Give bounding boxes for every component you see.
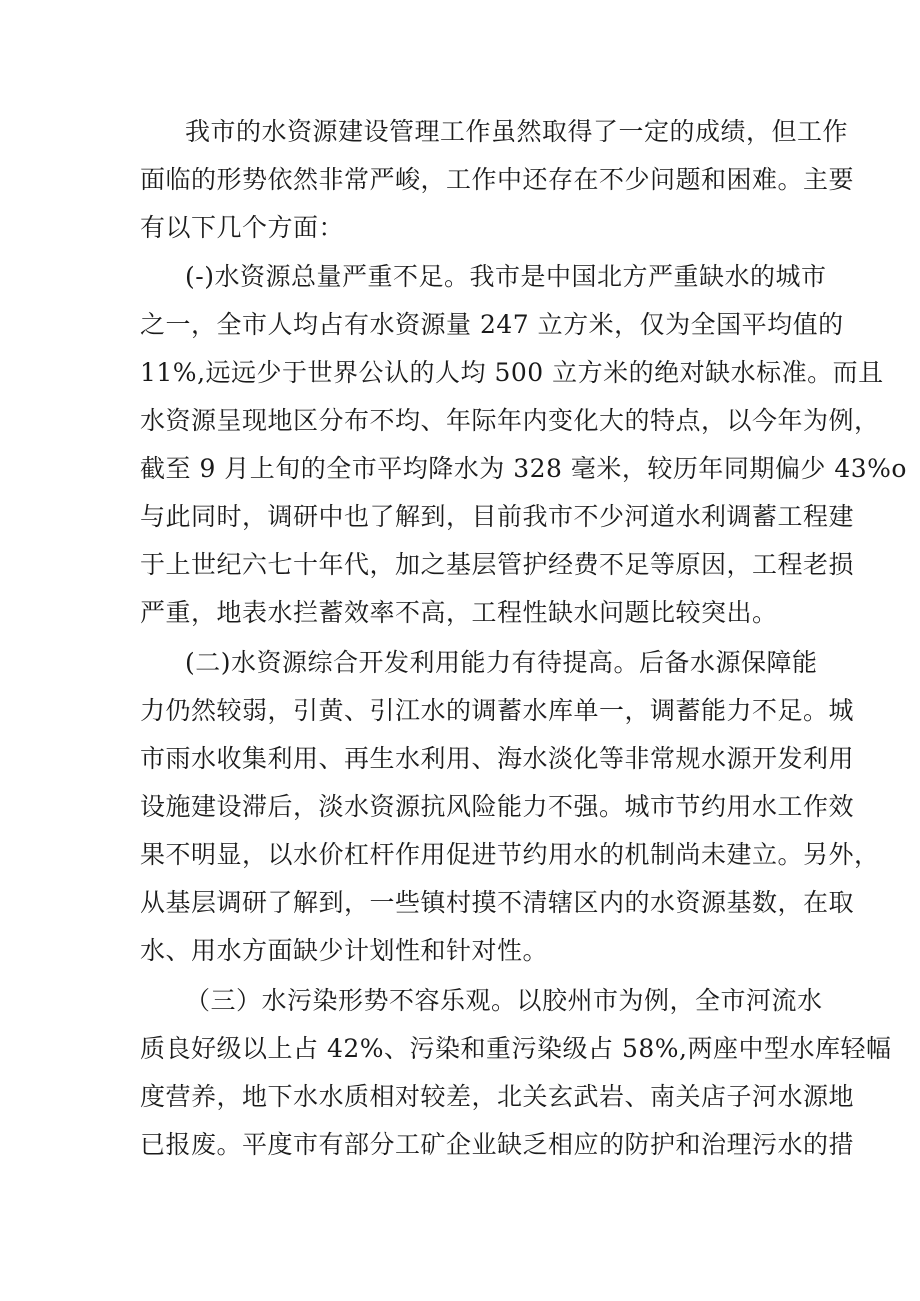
text-line: 设施建设滞后，淡水资源抗风险能力不强。城市节约用水工作效 <box>140 792 855 821</box>
text-line: （三）水污染形势不容乐观。以胶州市为例，全市河流水 <box>185 986 823 1015</box>
text-line: 已报废。平度市有部分工矿企业缺乏相应的防护和治理污水的措 <box>140 1130 855 1159</box>
text-line: 于上世纪六七十年代，加之基层管护经费不足等原因，工程老损 <box>140 550 855 579</box>
text-line: (-)水资源总量严重不足。我市是中国北方严重缺水的城市 <box>185 262 827 291</box>
text-line: 11%,远远少于世界公认的人均 500 立方米的绝对缺水标准。而且 <box>140 358 884 387</box>
text-line: (二)水资源综合开发利用能力有待提高。后备水源保障能 <box>185 648 818 677</box>
text-line: 力仍然较弱，引黄、引江水的调蓄水库单一，调蓄能力不足。城 <box>140 696 855 725</box>
text-line: 之一，全市人均占有水资源量 247 立方米，仅为全国平均值的 <box>140 310 844 339</box>
text-line: 水、用水方面缺少计划性和针对性。 <box>140 936 549 965</box>
text-line: 水资源呈现地区分布不均、年际年内变化大的特点，以今年为例， <box>140 406 880 435</box>
text-line: 度营养，地下水水质相对较差，北关玄武岩、南关店子河水源地 <box>140 1082 855 1111</box>
text-line: 严重，地表水拦蓄效率不高，工程性缺水问题比较突出。 <box>140 598 778 627</box>
text-line: 我市的水资源建设管理工作虽然取得了一定的成绩，但工作 <box>185 117 849 146</box>
text-line: 面临的形势依然非常严峻，工作中还存在不少问题和困难。主要 <box>140 165 855 194</box>
text-line: 从基层调研了解到，一些镇村摸不清辖区内的水资源基数，在取 <box>140 888 855 917</box>
text-line: 有以下几个方面： <box>140 213 345 242</box>
text-line: 果不明显，以水价杠杆作用促进节约用水的机制尚未建立。另外， <box>140 840 880 869</box>
text-line: 质良好级以上占 42%、污染和重污染级占 58%,两座中型水库轻幅 <box>140 1034 892 1063</box>
text-line: 截至 9 月上旬的全市平均降水为 328 毫米，较历年同期偏少 43%o <box>140 454 907 483</box>
text-line: 与此同时，调研中也了解到，目前我市不少河道水利调蓄工程建 <box>140 502 855 531</box>
text-line: 市雨水收集利用、再生水利用、海水淡化等非常规水源开发利用 <box>140 744 855 773</box>
